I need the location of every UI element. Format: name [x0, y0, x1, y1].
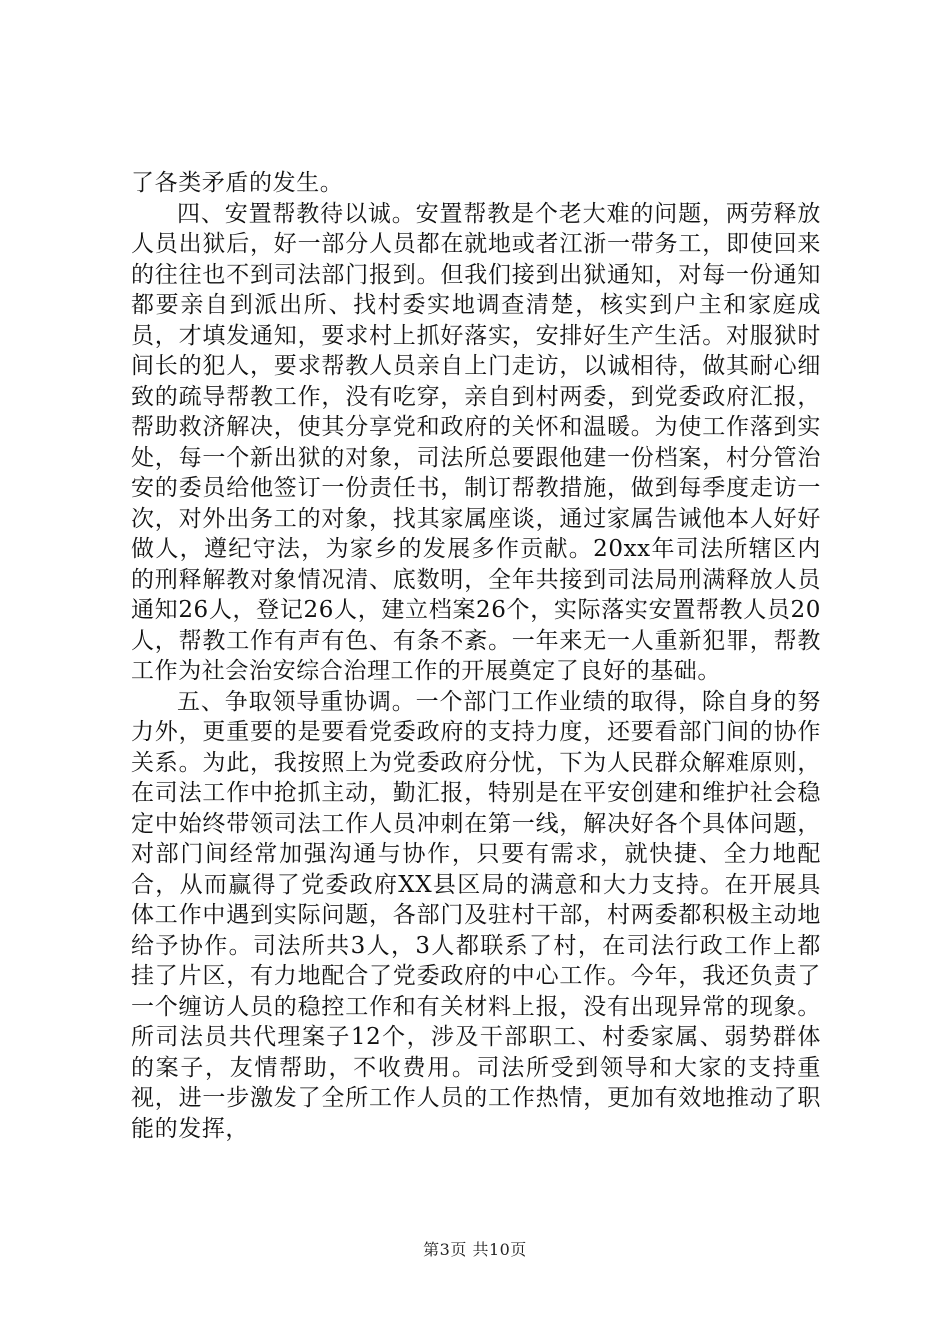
paragraph-coordination: 五、争取领导重协调。一个部门工作业绩的取得，除自身的努力外，更重要的是要看党委政府的支持力度，还要看部门间的协作关系。为此，我按照上为党委政府分忧，下为人民群众解难原则，在司法工作中抢抓主动，勤汇报，特别是在平安创建和维护社会稳定中始终带领司法工作人员冲刺在第一线，解决好各个具体问题，对部门间经常加强沟通与协作，只要有需求，就快捷、全力地配合，从而赢得了党委政府XX县区局的满意和大力支持。在开展具体工作中遇到实际问题，各部门及驻村干部，村两委都积极主动地给予协作。司法所共3人，3人都联系了村，在司法行政工作上都挂了片区，有力地配合了党委政府的中心工作。今年，我还负责了一个缠访人员的稳控工作和有关材料上报，没有出现异常的现象。所司法员共代理案子12个，涉及干部职工、村委家属、弱势群体的案子，友情帮助，不收费用。司法所受到领导和大家的支持重视，进一步激发了全所工作人员的工作热情，更加有效地推动了职能的发挥，	[131, 688, 821, 1142]
document-body	[131, 168, 821, 1144]
paragraph-resettlement: 四、安置帮教待以诚。安置帮教是个老大难的问题，两劳释放人员出狱后，好一部分人员都在就地或者江浙一带务工，即使回来的往往也不到司法部门报到。但我们接到出狱通知，对每一份通知都要亲自到派出所、找村委实地调查清楚，核实到户主和家庭成员，才填发通知，要求村上抓好落实，安排好生产生活。对服狱时间长的犯人，要求帮教人员亲自上门走访，以诚相待，做其耐心细致的疏导帮教工作，没有吃穿，亲自到村两委，到党委政府汇报，帮助救济解决，使其分享党和政府的关怀和温暖。为使工作落到实处，每一个新出狱的对象，司法所总要跟他建一份档案，村分管治安的委员给他签订一份责任书，制订帮教措施，做到每季度走访一次，对外出务工的对象，找其家属座谈，通过家属告诫他本人好好做人，遵纪守法，为家乡的发展多作贡献。20xx年司法所辖区内的刑释解教对象情况清、底数明，全年共接到司法局刑满释放人员通知26人，登记26人，建立档案26个，实际落实安置帮教人员20人，帮教工作有声有色、有条不紊。一年来无一人重新犯罪，帮教工作为社会治安综合治理工作的开展奠定了良好的基础。	[131, 200, 821, 684]
page-footer: 第3页 共10页	[423, 1240, 527, 1259]
paragraph-continuation: 了各类矛盾的发生。	[131, 170, 344, 196]
